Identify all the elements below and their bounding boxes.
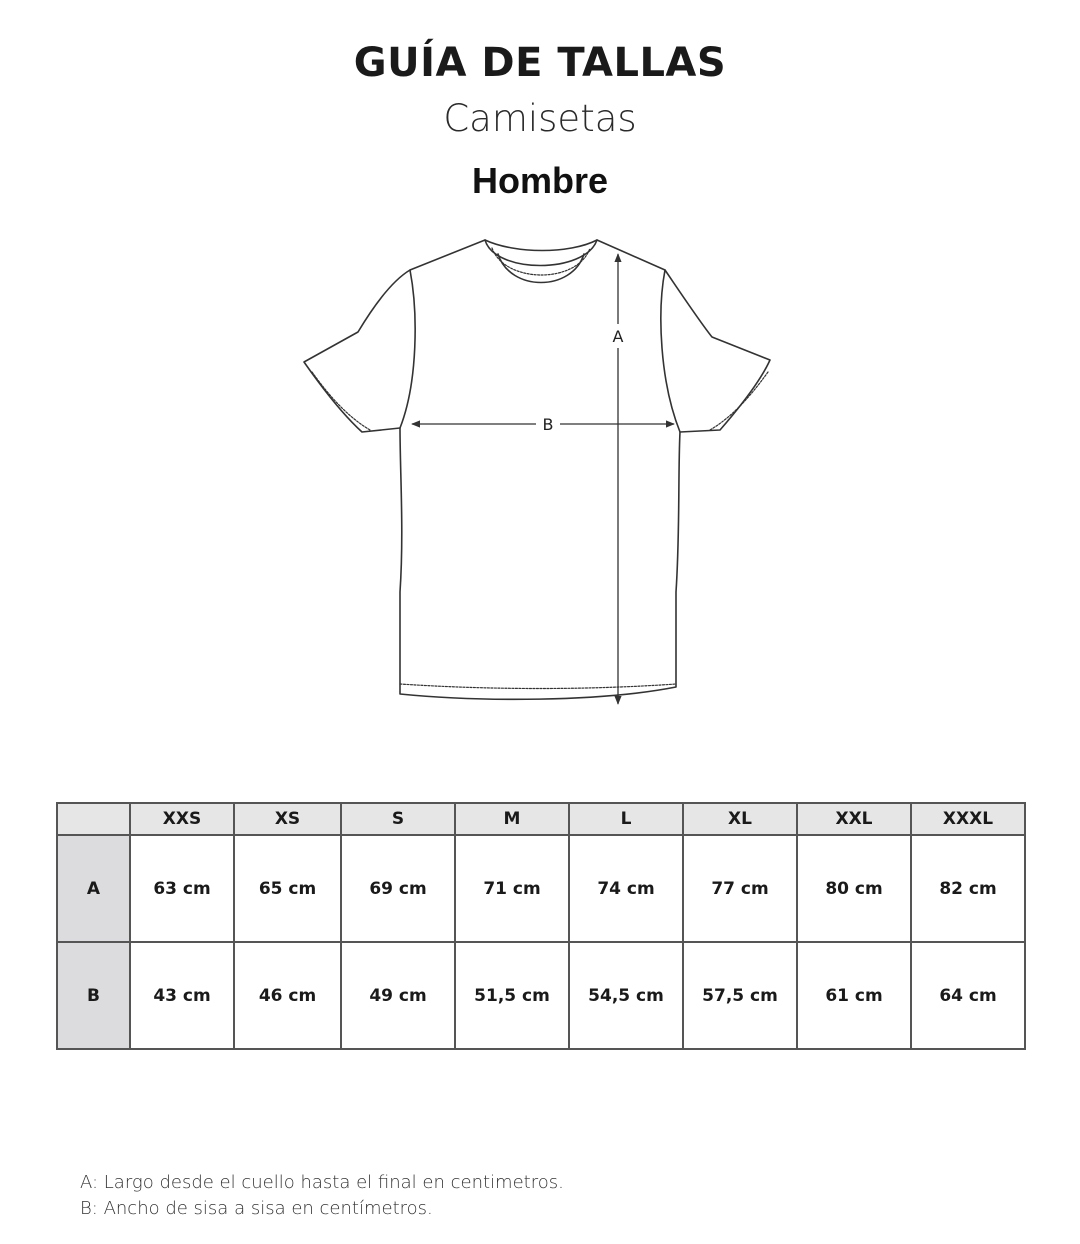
tshirt-diagram	[300, 232, 780, 712]
size-header-l: L	[569, 803, 683, 835]
shirt-outline	[304, 240, 770, 699]
note-b: B: Ancho de sisa a sisa en centímetros.	[80, 1198, 433, 1219]
size-table	[56, 802, 1026, 1050]
measurement-notes	[80, 1170, 564, 1222]
size-header-s: S	[341, 803, 455, 835]
page-subtitle: Camisetas	[443, 97, 637, 140]
table-cell: 69 cm	[341, 835, 455, 942]
table-cell: 43 cm	[130, 942, 234, 1049]
table-cell: 49 cm	[341, 942, 455, 1049]
table-cell: 46 cm	[234, 942, 341, 1049]
table-cell: 54,5 cm	[569, 942, 683, 1049]
measure-b-label: B	[542, 415, 554, 434]
size-header-xxxl: XXXL	[911, 803, 1025, 835]
table-cell: 80 cm	[797, 835, 911, 942]
page-title: GUÍA DE TALLAS	[353, 40, 727, 86]
table-row	[57, 942, 1025, 1049]
table-cell: 51,5 cm	[455, 942, 569, 1049]
table-cell: 65 cm	[234, 835, 341, 942]
table-row	[57, 835, 1025, 942]
left-sleeve-seam	[400, 270, 415, 428]
note-a: A: Largo desde el cuello hasta el final en centimetros.	[80, 1172, 564, 1193]
size-header-xxl: XXL	[797, 803, 911, 835]
measure-a-label: A	[612, 327, 624, 346]
corner-cell	[57, 803, 130, 835]
table-cell: 77 cm	[683, 835, 797, 942]
size-header-xl: XL	[683, 803, 797, 835]
row-label-b: B	[57, 942, 130, 1049]
table-cell: 71 cm	[455, 835, 569, 942]
table-cell: 74 cm	[569, 835, 683, 942]
table-cell: 63 cm	[130, 835, 234, 942]
size-header-xxs: XXS	[130, 803, 234, 835]
right-sleeve-seam	[661, 270, 680, 432]
row-label-a: A	[57, 835, 130, 942]
size-header-m: M	[455, 803, 569, 835]
size-header-xs: XS	[234, 803, 341, 835]
table-cell: 61 cm	[797, 942, 911, 1049]
table-cell: 57,5 cm	[683, 942, 797, 1049]
gender-heading: Hombre	[471, 160, 609, 201]
size-header-row	[57, 803, 1025, 835]
table-cell: 82 cm	[911, 835, 1025, 942]
table-cell: 64 cm	[911, 942, 1025, 1049]
